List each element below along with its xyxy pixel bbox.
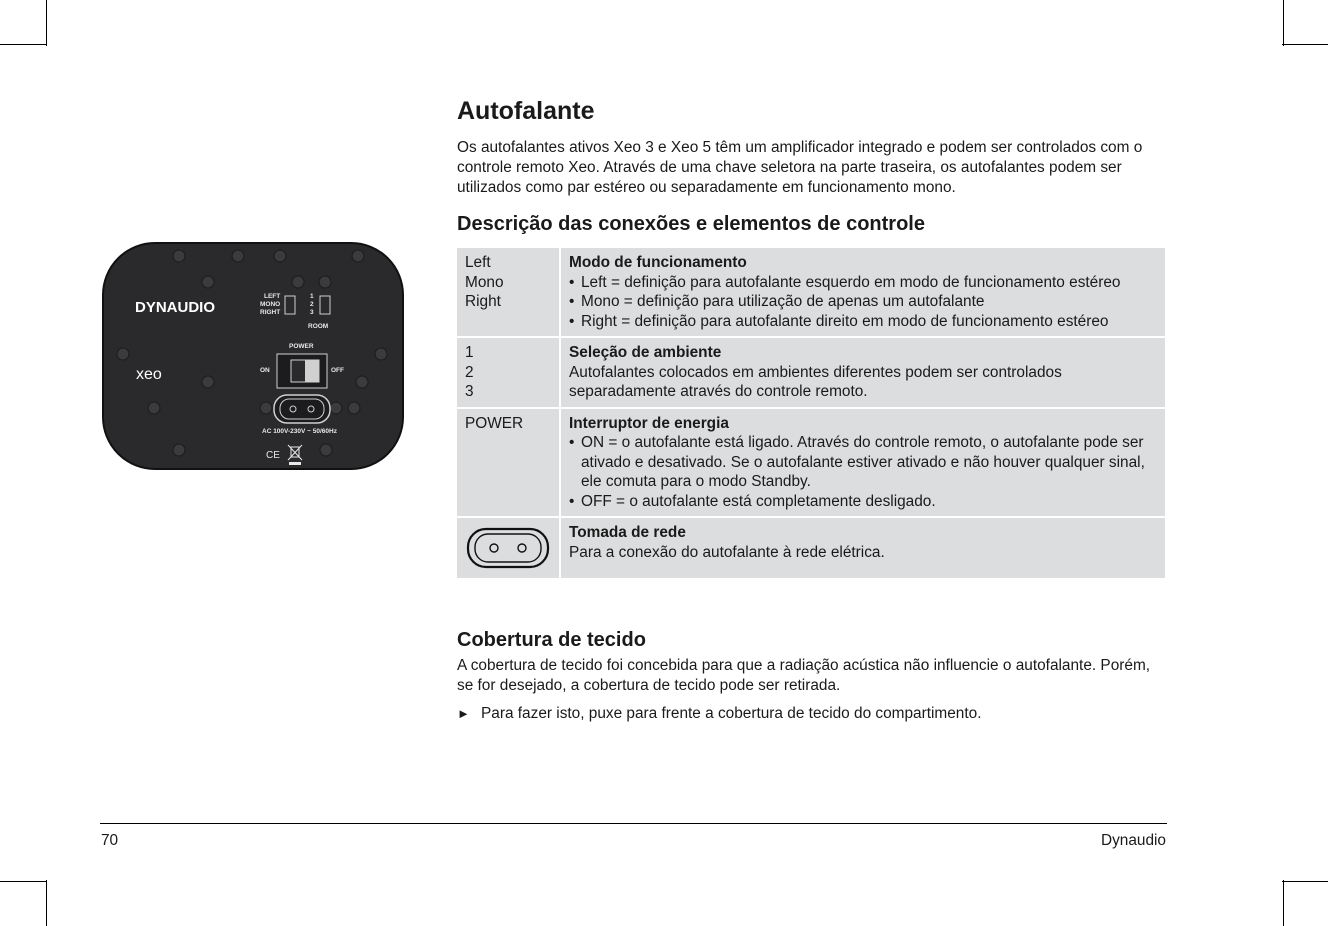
list-item: • OFF = o autofalante está completamente desligado. bbox=[569, 492, 1157, 512]
panel-power-label: POWER bbox=[289, 343, 314, 350]
intro-paragraph: Os autofalantes ativos Xeo 3 e Xeo 5 têm um amplificador integrado e podem ser controlados com o controle remoto Xeo. Através de uma chave seletora na parte traseira, os autofalantes podem ser utilizados como par estéreo ou separadamente em funcionamento mono. bbox=[457, 139, 1143, 196]
table-desc-cell bbox=[561, 518, 1165, 578]
speaker-rear-panel bbox=[102, 242, 404, 470]
power-socket-icon bbox=[465, 526, 551, 570]
crop-mark bbox=[1282, 881, 1328, 882]
panel-mode-left: LEFT bbox=[264, 293, 281, 300]
table-desc-cell bbox=[561, 248, 1165, 336]
controls-title: Descrição das conexões e elementos de controle bbox=[457, 213, 925, 235]
list-item: • Left = definição para autofalante esquerdo em modo de funcionamento estéreo bbox=[569, 273, 1157, 293]
panel-brand-logo: DYNAUDIO bbox=[135, 299, 216, 316]
label-room-2: 2 bbox=[465, 363, 474, 381]
arrow-right-icon: ► bbox=[457, 706, 470, 721]
panel-room-3: 3 bbox=[310, 309, 314, 316]
cover-title: Cobertura de tecido bbox=[457, 629, 646, 651]
controls-table bbox=[455, 246, 1167, 580]
cell-title: Interruptor de energia bbox=[569, 414, 729, 432]
panel-mode-right: RIGHT bbox=[260, 309, 281, 316]
footer-rule bbox=[100, 823, 1167, 824]
table-label-cell bbox=[457, 338, 559, 407]
panel-model-logo: xeo bbox=[136, 366, 162, 383]
table-row bbox=[457, 518, 1165, 578]
crop-mark bbox=[1282, 44, 1328, 45]
crop-mark bbox=[46, 880, 47, 926]
list-item: • ON = o autofalante está ligado. Através do controle remoto, o autofalante pode ser ativado e desativado. Se o autofalante estiver ativado e não houver qualquer sinal, ele comuta para o modo Standby. bbox=[569, 433, 1157, 492]
cell-title: Tomada de rede bbox=[569, 524, 686, 541]
panel-off-label: OFF bbox=[331, 367, 344, 374]
table-row bbox=[457, 338, 1165, 407]
cell-text: Autofalantes colocados em ambientes diferentes podem ser controlados separadamente através do controle remoto. bbox=[569, 363, 1062, 400]
instruction-text: Para fazer isto, puxe para frente a cobertura de tecido do compartimento. bbox=[481, 705, 982, 722]
cell-text: Para a conexão do autofalante à rede elétrica. bbox=[569, 543, 885, 561]
label-right: Right bbox=[465, 293, 501, 310]
crop-mark bbox=[0, 881, 46, 882]
section-title: Autofalante bbox=[457, 97, 595, 125]
panel-ce-mark: CE bbox=[266, 450, 280, 461]
main-content bbox=[457, 96, 1167, 724]
cell-title: Seleção de ambiente bbox=[569, 344, 722, 361]
crop-mark bbox=[0, 44, 46, 45]
table-desc-cell bbox=[561, 409, 1165, 517]
label-mono: Mono bbox=[465, 273, 504, 291]
page-number: 70 bbox=[101, 832, 119, 849]
table-row bbox=[457, 248, 1165, 336]
label-room-1: 1 bbox=[465, 344, 474, 361]
instruction-step bbox=[457, 704, 1167, 724]
table-desc-cell bbox=[561, 338, 1165, 407]
panel-room-label: ROOM bbox=[308, 323, 329, 330]
panel-on-label: ON bbox=[260, 367, 270, 374]
table-label-cell bbox=[457, 518, 559, 578]
panel-mode-mono: MONO bbox=[260, 301, 281, 308]
cell-title: Modo de funcionamento bbox=[569, 254, 747, 271]
panel-room-2: 2 bbox=[310, 301, 314, 308]
list-item: • Right = definição para autofalante direito em modo de funcionamento estéreo bbox=[569, 312, 1157, 332]
crop-mark bbox=[1283, 0, 1284, 46]
footer-brand: Dynaudio bbox=[1100, 832, 1166, 849]
table-label-cell: POWER bbox=[457, 409, 559, 517]
list-item: • Mono = definição para utilização de apenas um autofalante bbox=[569, 292, 1157, 312]
panel-room-1: 1 bbox=[310, 293, 314, 300]
label-left: Left bbox=[465, 254, 491, 271]
panel-ac-label: AC 100V-230V ~ 50/60Hz bbox=[262, 428, 337, 435]
cover-paragraph: A cobertura de tecido foi concebida para que a radiação acústica não influencie o autofalante. Porém, se for desejado, a cobertura de tecido pode ser retirada. bbox=[457, 657, 1151, 694]
crop-mark bbox=[46, 0, 47, 46]
label-room-3: 3 bbox=[465, 383, 474, 400]
table-row bbox=[457, 409, 1165, 517]
crop-mark bbox=[1283, 880, 1284, 926]
table-label-cell bbox=[457, 248, 559, 336]
